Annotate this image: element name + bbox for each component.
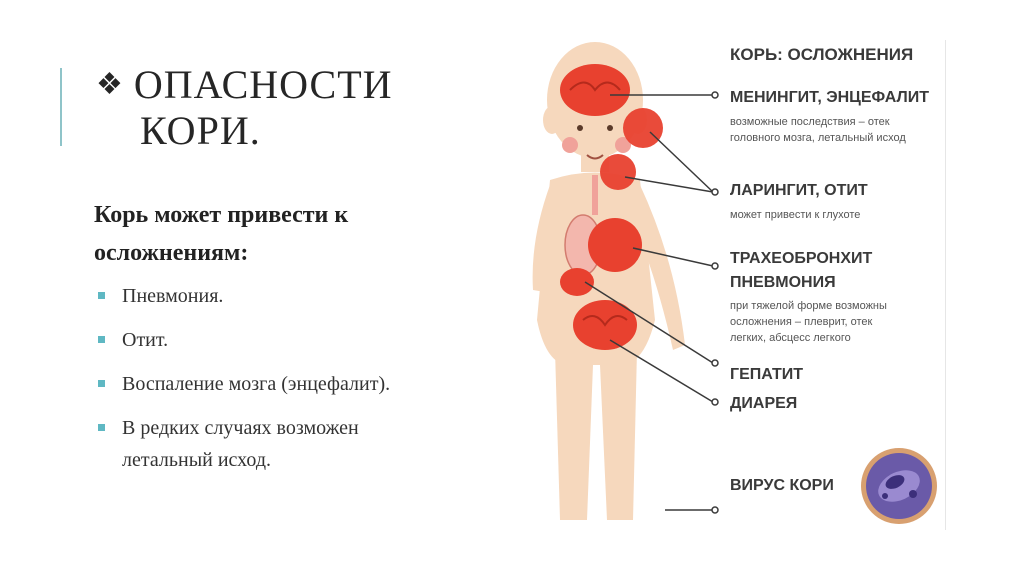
complication-title: ПНЕВМОНИЯ (730, 274, 836, 291)
virus-label: ВИРУС КОРИ (730, 477, 834, 494)
square-bullet-icon (98, 424, 105, 431)
list-item: Отит. (98, 324, 438, 356)
connector-dots (712, 92, 718, 513)
complication-title: ТРАХЕОБРОНХИТ (730, 250, 873, 267)
complication-note: при тяжелой форме возможны (730, 300, 887, 312)
slide-title (96, 62, 393, 154)
complication-note: легких, абсцесс легкого (730, 332, 851, 344)
title-line-1: ❖ ОПАСНОСТИ (96, 62, 393, 107)
title-line-2: КОРИ. (140, 108, 261, 153)
complication-note: возможные последствия – отек (730, 116, 890, 128)
list-item: В редких случаях возможен летальный исход. (98, 412, 438, 476)
complication-title: ЛАРИНГИТ, ОТИТ (730, 182, 868, 199)
square-bullet-icon (98, 380, 105, 387)
complications-list (98, 280, 438, 488)
list-item: Пневмония. (98, 280, 438, 312)
infographic-heading: КОРЬ: ОСЛОЖНЕНИЯ (730, 45, 914, 64)
complication-title: ДИАРЕЯ (730, 395, 798, 412)
list-item: Воспаление мозга (энцефалит). (98, 368, 438, 400)
title-accent-bar (60, 68, 62, 146)
complication-title: МЕНИНГИТ, ЭНЦЕФАЛИТ (730, 89, 930, 106)
square-bullet-icon (98, 336, 105, 343)
infographic-svg (515, 20, 955, 530)
complications-infographic (515, 20, 955, 530)
square-bullet-icon (98, 292, 105, 299)
diamond-bullet-icon: ❖ (96, 68, 124, 101)
complication-note: головного мозга, летальный исход (730, 132, 906, 144)
complication-note: осложнения – плеврит, отек (730, 316, 873, 328)
measles-virus-icon (861, 448, 937, 524)
complication-note: может привести к глухоте (730, 209, 861, 221)
intro-text: Корь может привести к осложнениям: (94, 202, 349, 266)
complication-title: ГЕПАТИТ (730, 366, 804, 383)
